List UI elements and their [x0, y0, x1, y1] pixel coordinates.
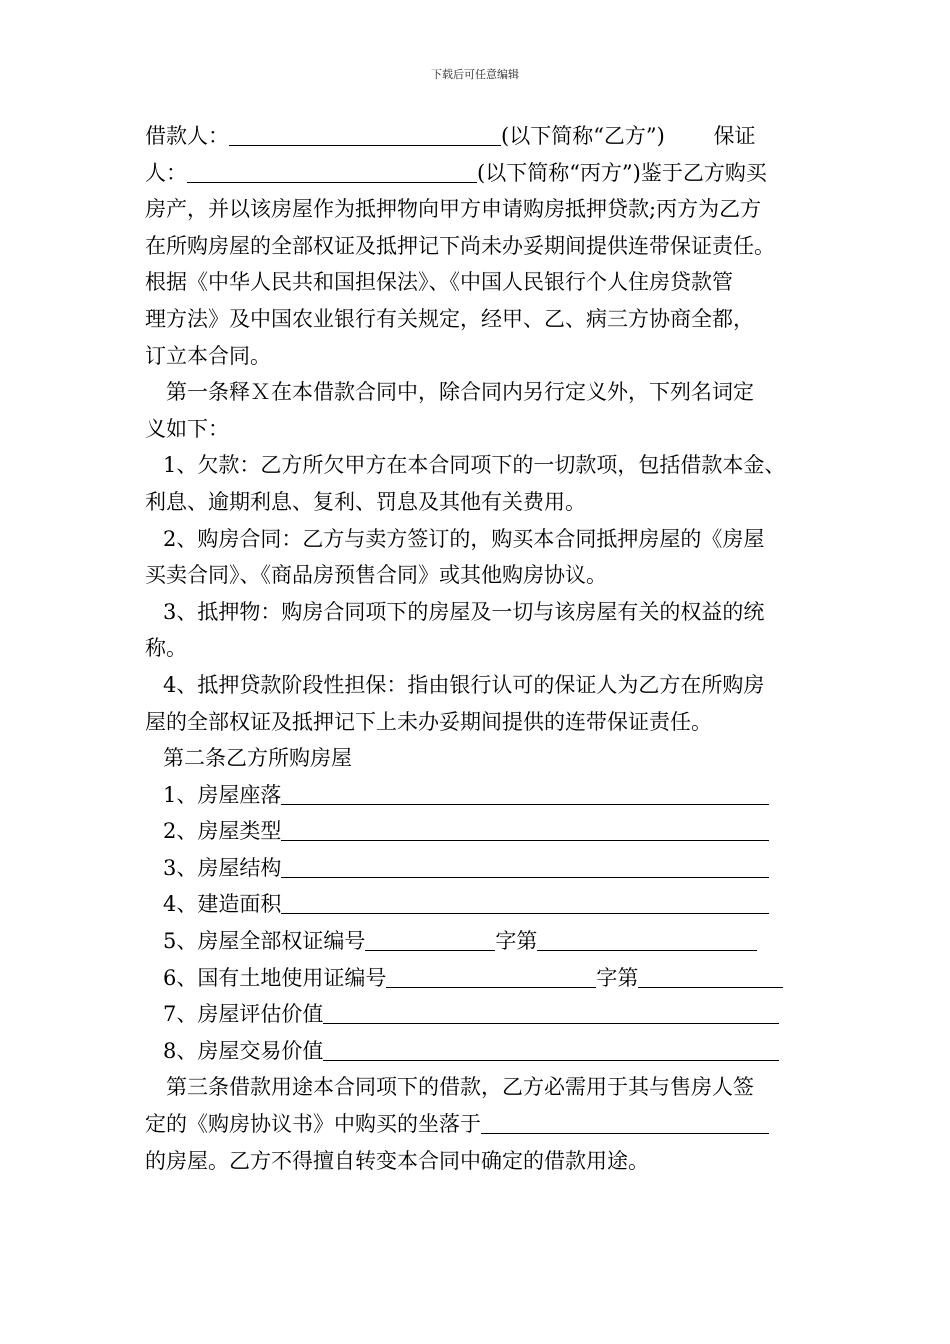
line-text: 4、抵押贷款阶段性担保：指由银行认可的保证人为乙方在所购房: [163, 672, 765, 697]
fill-in-blank: [323, 1038, 779, 1061]
line-text: 订立本合同。: [145, 343, 271, 368]
line-text: 第三条借款用途本合同项下的借款，乙方必需用于其与售房人签: [166, 1075, 754, 1100]
text-line: [145, 850, 825, 887]
line-text: 屋的全部权证及抵押记下上未办妥期间提供的连带保证责任。: [145, 709, 712, 734]
text-line: [145, 1069, 825, 1106]
text-line: [145, 704, 825, 741]
line-text: 4、建造面积: [163, 892, 282, 917]
text-line: [145, 447, 825, 484]
line-text: 5、房屋全部权证编号: [163, 929, 366, 954]
line-text: 7、房屋评估价值: [163, 1002, 324, 1027]
line-text-after-blank: (以下简称“乙方”) 保证: [501, 124, 756, 148]
line-text-after-blank: 字第: [495, 929, 538, 954]
text-line: [145, 1033, 825, 1070]
text-line: [145, 594, 825, 631]
page-header: 下载后可任意编辑: [431, 68, 519, 81]
fill-in-blank: [187, 160, 477, 183]
text-line: [145, 155, 825, 192]
text-line: [145, 923, 825, 960]
line-text: 根据《中华人民共和国担保法》、《中国人民银行个人住房贷款管: [145, 270, 733, 295]
line-text: 第一条释Ｘ在本借款合同中，除合同内另行定义外，下列名词定: [166, 380, 754, 405]
line-text: 称。: [145, 636, 187, 661]
text-line: [145, 630, 825, 667]
line-text: 理方法》及中国农业银行有关规定，经甲、乙、病三方协商全都，: [145, 306, 754, 331]
line-text: 1、欠款：乙方所欠甲方在本合同项下的一切款项，包括借款本金、: [163, 453, 786, 478]
text-line: [145, 411, 825, 448]
line-text: 2、购房合同：乙方与卖方签订的，购买本合同抵押房屋的《房屋: [163, 526, 765, 551]
line-text: 的房屋。乙方不得擅自转变本合同中确定的借款用途。: [145, 1148, 649, 1173]
text-line: [145, 960, 825, 997]
text-line: [145, 301, 825, 338]
text-line: [145, 740, 825, 777]
text-line: [145, 484, 825, 521]
fill-in-blank: [281, 891, 769, 914]
fill-in-blank: [365, 928, 495, 951]
fill-in-blank: [537, 928, 757, 951]
line-text-after-blank: (以下简称“丙方”)鉴于乙方购买: [477, 160, 767, 185]
text-line: [145, 118, 825, 155]
text-line: [145, 1106, 825, 1143]
text-line: [145, 191, 825, 228]
contract-body: [145, 118, 825, 1179]
fill-in-blank: [323, 1001, 779, 1024]
text-line: [145, 813, 825, 850]
line-text: 3、抵押物：购房合同项下的房屋及一切与该房屋有关的权益的统: [163, 599, 765, 624]
text-line: [145, 667, 825, 704]
fill-in-blank: [281, 855, 769, 878]
text-line: [145, 557, 825, 594]
text-line: [145, 374, 825, 411]
line-text: 3、房屋结构: [163, 855, 282, 880]
text-line: [145, 777, 825, 814]
line-text: 房产，并以该房屋作为抵押物向甲方申请购房抵押贷款;丙方为乙方: [145, 197, 762, 222]
line-text: 利息、逾期利息、复利、罚息及其他有关费用。: [145, 489, 586, 514]
text-line: [145, 996, 825, 1033]
line-text: 借款人：: [145, 124, 229, 148]
fill-in-blank: [638, 965, 783, 988]
line-text-after-blank: 字第: [596, 965, 639, 990]
line-text: 8、房屋交易价值: [163, 1038, 324, 1063]
line-text: 第二条乙方所购房屋: [163, 746, 352, 771]
text-line: [145, 228, 825, 265]
line-text: 6、国有土地使用证编号: [163, 965, 387, 990]
text-line: [145, 886, 825, 923]
line-text: 买卖合同》、《商品房预售合同》或其他购房协议。: [145, 563, 607, 588]
fill-in-blank: [481, 1111, 769, 1134]
line-text: 定的《购房协议书》中购买的坐落于: [145, 1112, 481, 1137]
line-text: 在所购房屋的全部权证及抵押记下尚未办妥期间提供连带保证责任。: [145, 233, 775, 258]
fill-in-blank: [386, 965, 596, 988]
text-line: [145, 338, 825, 375]
text-line: [145, 1143, 825, 1180]
fill-in-blank: [229, 123, 501, 146]
line-text: 1、房屋座落: [163, 782, 282, 807]
line-text: 2、房屋类型: [163, 819, 282, 844]
text-line: [145, 264, 825, 301]
fill-in-blank: [281, 818, 769, 841]
text-line: [145, 521, 825, 558]
line-text: 人：: [145, 160, 187, 185]
line-text: 义如下：: [145, 416, 229, 441]
fill-in-blank: [281, 782, 769, 805]
